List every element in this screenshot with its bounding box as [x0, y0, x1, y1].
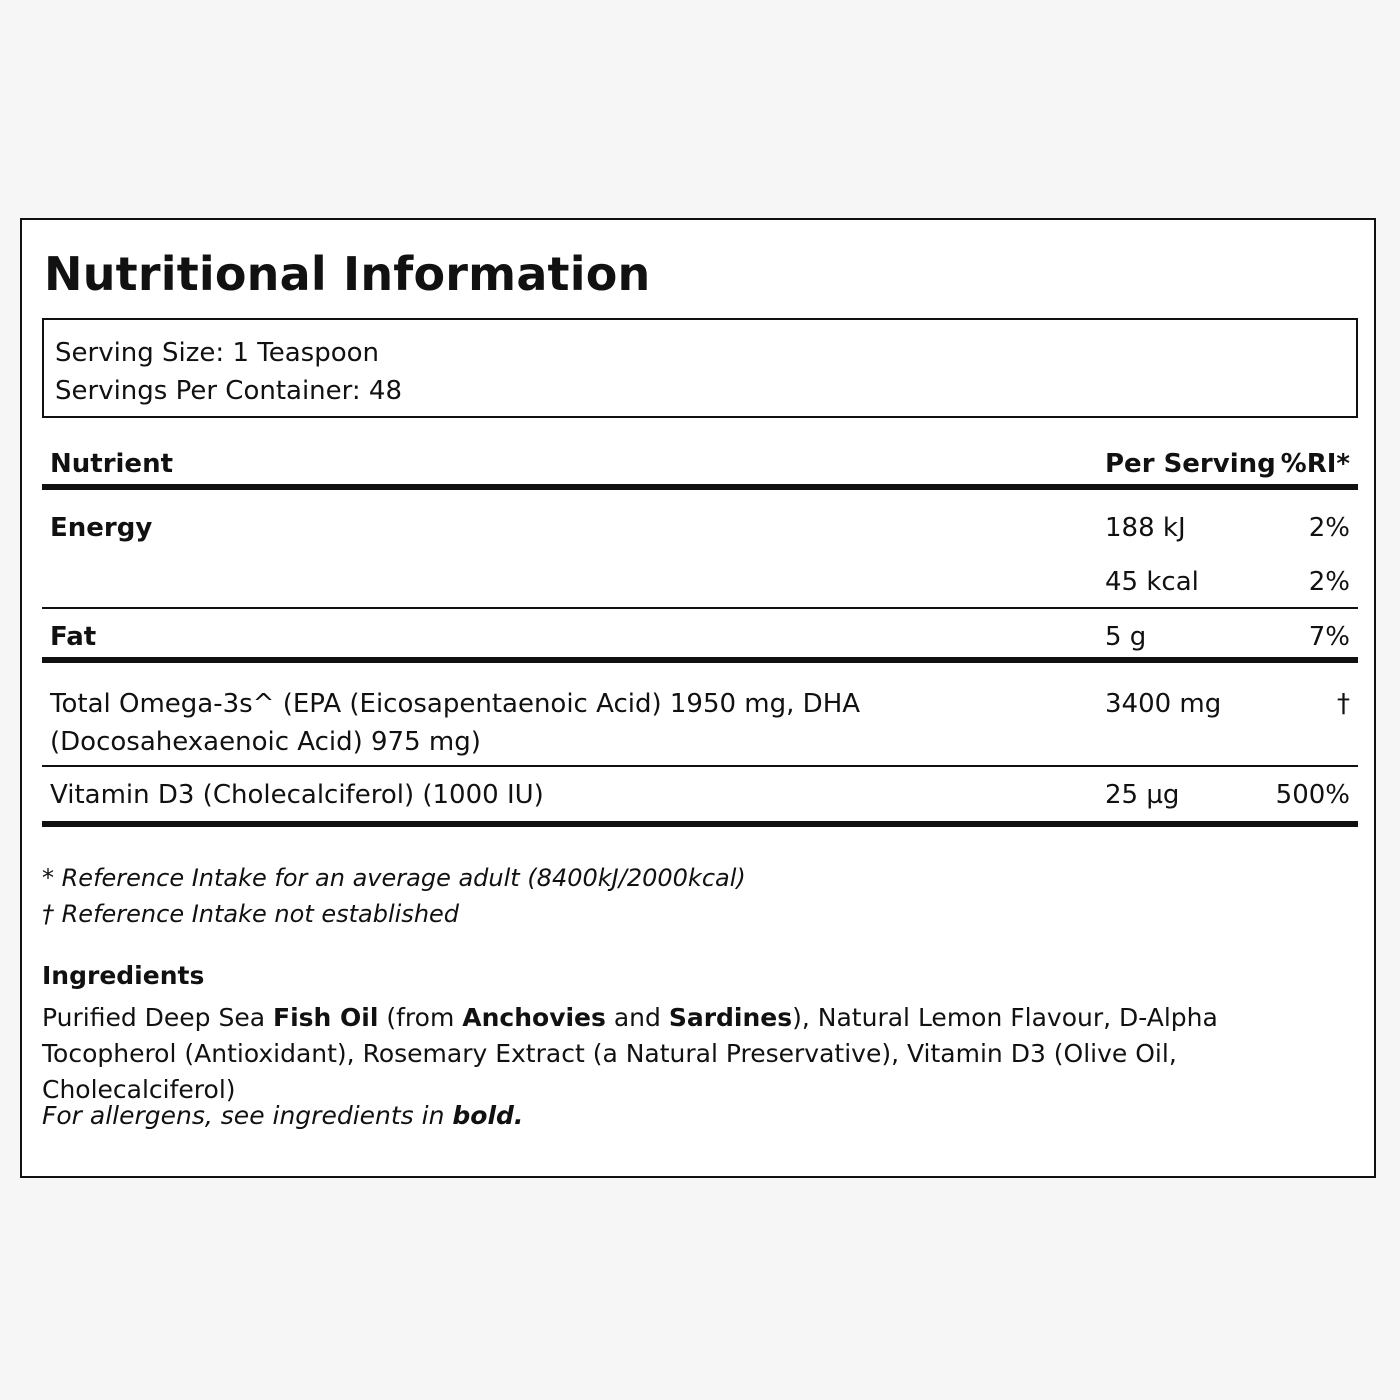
table-row-energy: [42, 490, 1358, 609]
header-per-serving: Per Serving: [1105, 449, 1276, 479]
ingredients-part-2: (from: [378, 1003, 463, 1032]
allergen-note-bold: bold.: [452, 1101, 524, 1130]
serving-info-box: [42, 318, 1358, 418]
energy-label: Energy: [50, 513, 153, 543]
allergen-sardines: Sardines: [668, 1003, 793, 1032]
omega-per-serving: 3400 mg: [1105, 689, 1222, 719]
omega-label: Total Omega-3s^ (EPA (Eicosapentaenoic Acid) 1950 mg, DHA (Docosahexaenoic Acid) 975 mg): [50, 689, 861, 757]
footnotes: [42, 860, 746, 932]
nutrition-table: [42, 442, 1358, 827]
allergen-note-text: For allergens, see ingredients in: [42, 1101, 453, 1130]
servings-per-container: Servings Per Container: 48: [55, 376, 403, 406]
allergen-anchovies: Anchovies: [462, 1003, 606, 1032]
fat-per-serving: 5 g: [1105, 622, 1147, 652]
ingredients-part-1: Purified Deep Sea: [42, 1003, 273, 1032]
omega-ri: †: [1337, 689, 1350, 719]
vitamin-d3-ri: 500%: [1275, 780, 1350, 810]
energy-kcal: 45 kcal: [1105, 567, 1199, 597]
table-row-fat: [42, 609, 1358, 663]
energy-kj: 188 kJ: [1105, 513, 1186, 543]
nutrition-panel: [20, 218, 1376, 1178]
ingredients-part-3: and: [605, 1003, 669, 1032]
ingredients-heading: Ingredients: [42, 961, 205, 990]
table-row-vitamin-d3: [42, 767, 1358, 827]
fat-label: Fat: [50, 622, 97, 652]
serving-size: Serving Size: 1 Teaspoon: [55, 338, 379, 368]
table-header-row: [42, 442, 1358, 490]
ingredients-text: [42, 1000, 1342, 1108]
header-ri: %RI*: [1280, 449, 1350, 479]
allergen-fish-oil: Fish Oil: [273, 1003, 379, 1032]
table-row-omega: [42, 663, 1358, 767]
energy-kcal-ri: 2%: [1308, 567, 1350, 597]
allergen-note: [42, 1098, 523, 1134]
page-title: Nutritional Information: [44, 247, 651, 301]
footnote-ri: * Reference Intake for an average adult (8400kJ/2000kcal): [42, 864, 746, 892]
fat-ri: 7%: [1308, 622, 1350, 652]
footnote-not-established: † Reference Intake not established: [42, 900, 460, 928]
header-nutrient: Nutrient: [50, 449, 174, 479]
vitamin-d3-per-serving: 25 µg: [1105, 780, 1180, 810]
vitamin-d3-label: Vitamin D3 (Cholecalciferol) (1000 IU): [50, 780, 544, 810]
ingredients-part-4: ), Natural Lemon Flavour, D-Alpha Tocopherol (Antioxidant), Rosemary Extract (a Natural Preservative), Vitamin D3 (Olive Oil, Cholecalciferol): [42, 1003, 1218, 1104]
energy-kj-ri: 2%: [1308, 513, 1350, 543]
